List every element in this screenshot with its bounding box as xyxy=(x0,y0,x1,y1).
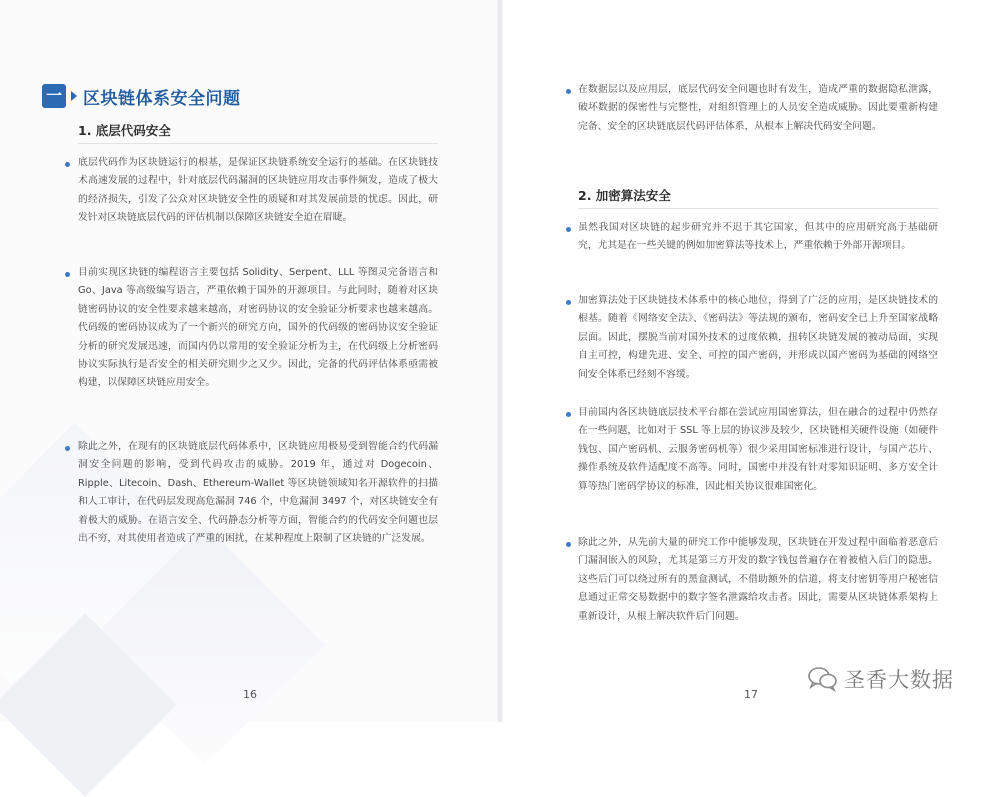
bullet-dot-icon xyxy=(65,446,70,451)
wechat-icon xyxy=(808,666,838,692)
paragraph: 目前实现区块链的编程语言主要包括 Solidity、Serpent、LLL 等图灵完备语言和 Go、Java 等高级编写语言，严重依赖于国外的开源项目。与此同时，随着对区块链密码协议的安全性要求越来越高，对密码协议的安全验证分析要求也越来越高。代码级的密码协议成为了一个新兴的研究方向，国外的代码级的密码协议安全验证分析的研究发展迅速，而国内仍以常用的安全验证分析为主，在代码级上分析密码协议实际执行是否安全的相关研究则少之又少。因此，完备的代码评估体系亟需被构建，以保障区块链应用安全。 xyxy=(78,267,438,389)
watermark-text: 圣香大数据 xyxy=(844,668,954,692)
bullet-dot-icon xyxy=(566,542,571,547)
subsection-divider xyxy=(78,143,438,144)
paragraph: 在数据层以及应用层，底层代码安全问题也时有发生，造成严重的数据隐私泄露，破坏数据的保密性与完整性，对组织管理上的人员安全造成威胁。因此要重新构建完备、安全的区块链底层代码评估体系，从根本上解决代码安全问题。 xyxy=(578,84,938,132)
watermark xyxy=(808,664,954,694)
section-heading xyxy=(42,84,241,108)
bullet-dot-icon xyxy=(566,412,571,417)
triangle-arrow-icon xyxy=(71,91,77,101)
paragraph: 虽然我国对区块链的起步研究并不迟于其它国家，但其中的应用研究高于基础研究，尤其是在一些关键的例如加密算法等技术上，严重依赖于外部开源项目。 xyxy=(578,222,938,252)
page-number: 17 xyxy=(744,688,758,701)
paragraph: 除此之外，在现有的区块链底层代码体系中，区块链应用极易受到智能合约代码漏洞安全问题的影响，受到代码攻击的威胁。2019 年，通过对 Dogecoin、Ripple、Litecoin、Dash、Ethereum-Wallet 等区块链领域知名开源软件的扫描和人工审计，在代码层发现高危漏洞 746 个，中危漏洞 3497 个，对区块链安全有着极大的威胁。在语言安全、代码静态分析等方面，智能合约的代码安全问题也层出不穷，对其使用者造成了严重的困扰，在某种程度上限制了区块链的广泛发展。 xyxy=(78,441,438,545)
section-title: 区块链体系安全问题 xyxy=(83,88,241,109)
paragraph: 目前国内各区块链底层技术平台都在尝试应用国密算法，但在融合的过程中仍然存在一些问题，比如对于 SSL 等上层的协议涉及较少，区块链相关硬件设施（如硬件钱包、国产密码机、云服务密码机等）很少采用国密标准进行设计，与国产芯片、操作系统及软件适配度不高等。同时，国密中并没有针对零知识证明、多方安全计算等热门密码学协议的标准，因此相关协议很难国密化。 xyxy=(578,407,938,492)
bullet-dot-icon xyxy=(65,272,70,277)
bullet-dot-icon xyxy=(566,300,571,305)
bullet-dot-icon xyxy=(566,89,571,94)
paragraph: 底层代码作为区块链运行的根基，是保证区块链系统安全运行的基础。在区块链技术高速发展的过程中，针对底层代码漏洞的区块链应用攻击事件频发，造成了极大的经济损失，引发了公众对区块链安全性的质疑和对其发展前景的忧虑。因此，研发针对区块链底层代码的评估机制以保障区块链安全迫在眉睫。 xyxy=(78,157,438,224)
paragraph: 加密算法处于区块链技术体系中的核心地位，得到了广泛的应用，是区块链技术的根基。随着《网络安全法》、《密码法》等法规的颁布，密码安全已上升至国家战略层面。因此，摆脱当前对国外技术的过度依赖，扭转区块链发展的被动局面，实现自主可控，构建先进、安全、可控的国产密码，并形成以国产密码为基础的网络空间安全体系已经刻不容缓。 xyxy=(578,295,938,380)
page-gutter xyxy=(497,0,503,722)
section-number-badge: 一 xyxy=(42,84,66,108)
subsection-divider xyxy=(578,208,938,209)
bullet-dot-icon xyxy=(65,162,70,167)
subsection-title: 2. 加密算法安全 xyxy=(578,188,671,203)
subsection-title: 1. 底层代码安全 xyxy=(78,123,171,138)
bullet-dot-icon xyxy=(566,227,571,232)
page-number: 16 xyxy=(243,688,257,701)
paragraph: 除此之外，从先前大量的研究工作中能够发现，区块链在开发过程中面临着恶意后门漏洞嵌入的风险，尤其是第三方开发的数字钱包普遍存在着被植入后门的隐患。这些后门可以绕过所有的黑盒测试，不借助额外的信道，将支付密钥等用户秘密信息通过正常交易数据中的数字签名泄露给攻击者。因此，需要从区块链体系架构上重新设计，从根上解决软件后门问题。 xyxy=(578,537,938,622)
